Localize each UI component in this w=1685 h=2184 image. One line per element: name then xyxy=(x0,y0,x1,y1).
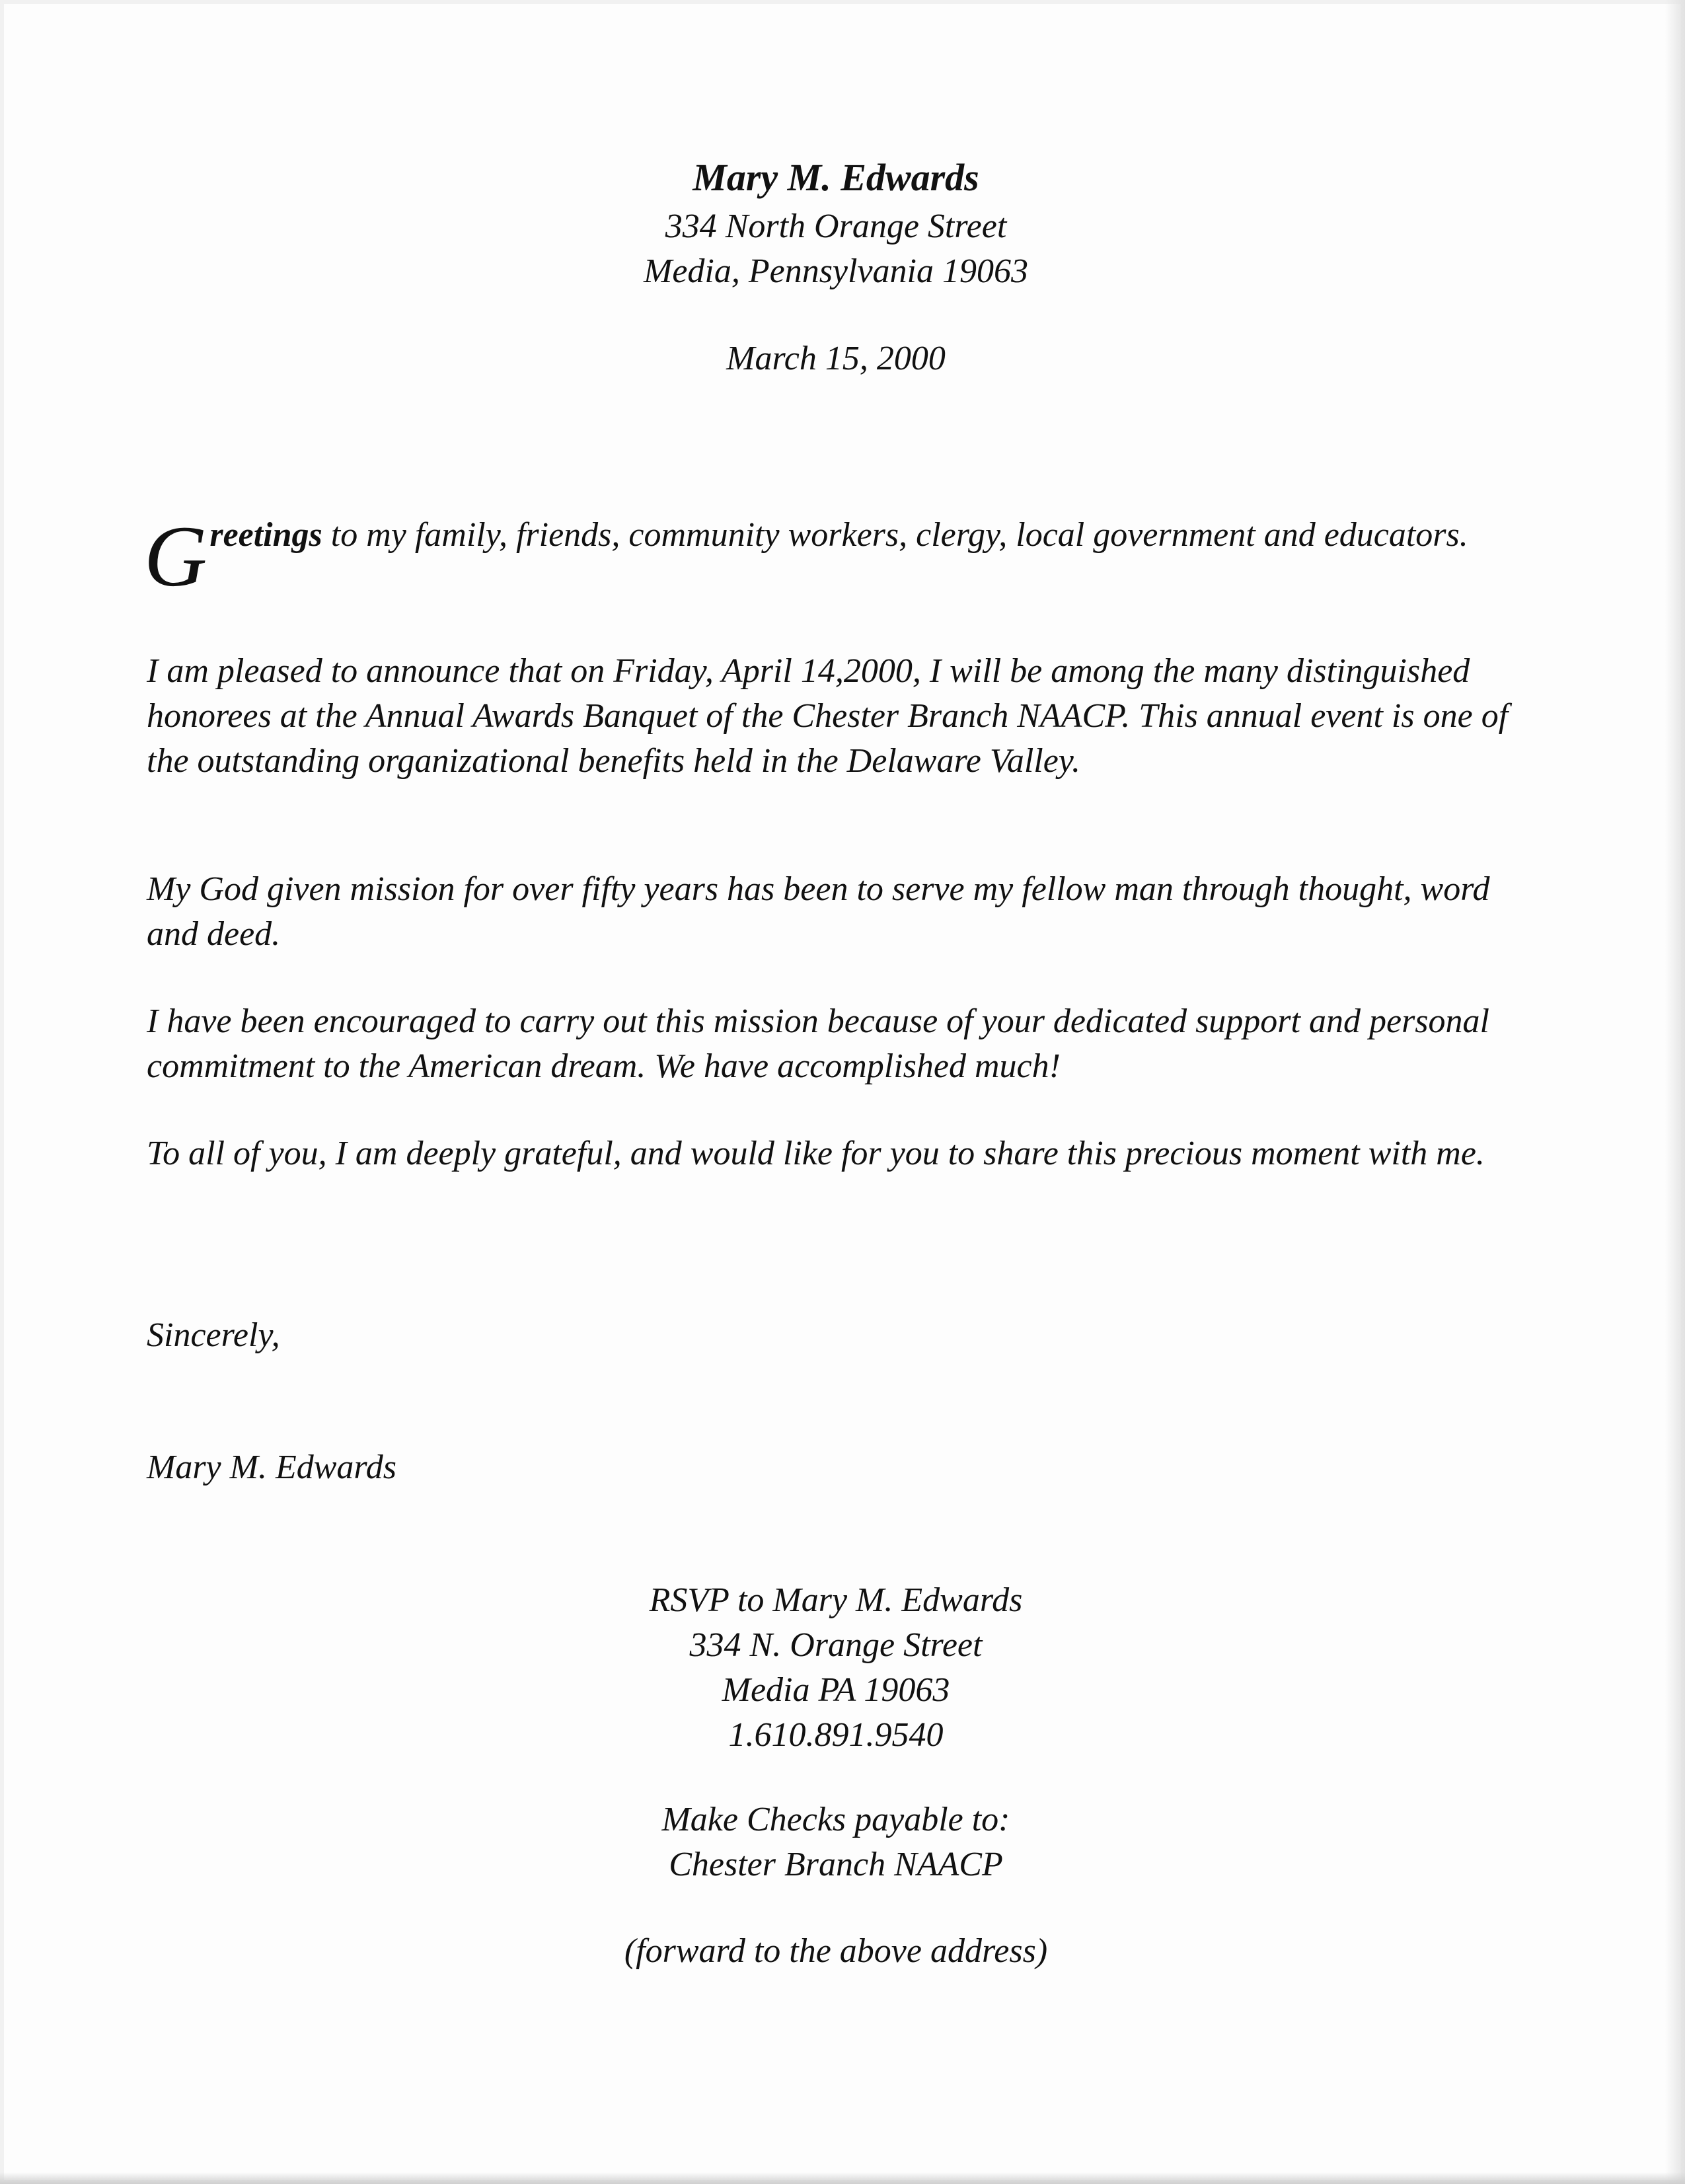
greeting-rest: to my family, friends, community workers, clergy, local government and educators. xyxy=(322,516,1468,554)
forward-note: (forward to the above address) xyxy=(624,1932,1048,1970)
rsvp-block xyxy=(0,1578,1672,1758)
rsvp-phone: 1.610.891.9540 xyxy=(728,1716,944,1754)
scan-edge-bottom xyxy=(0,2172,1685,2184)
greeting-dropcap: G xyxy=(144,508,207,605)
rsvp-name: RSVP to Mary M. Edwards xyxy=(649,1581,1023,1619)
closing-signature: Mary M. Edwards xyxy=(147,1449,396,1486)
closing-sincerely: Sincerely, xyxy=(147,1316,280,1354)
greeting-paragraph xyxy=(144,508,1532,605)
sender-street: 334 North Orange Street xyxy=(665,207,1007,245)
rsvp-city: Media PA 19063 xyxy=(722,1671,950,1709)
letter-date: March 15, 2000 xyxy=(726,340,946,377)
rsvp-street: 334 N. Orange Street xyxy=(689,1626,983,1664)
checks-block xyxy=(0,1797,1672,1887)
sender-city: Media, Pennsylvania 19063 xyxy=(644,252,1028,290)
announcement-paragraph: I am pleased to announce that on Friday, April 14,2000, I will be among the many distinguished honorees at the Annual Awards Banquet of the Chester Branch NAACP. This annual event is one of the outstanding organizational benefits held in the Delaware Valley. xyxy=(147,652,1509,780)
checks-payable-label: Make Checks payable to: xyxy=(661,1801,1010,1838)
sender-name: Mary M. Edwards xyxy=(693,156,979,199)
encouragement-paragraph: I have been encouraged to carry out this mission because of your dedicated support and personal commitment to the American dream. We have accomplished much! xyxy=(147,1002,1489,1085)
greeting-lead: reetings xyxy=(209,516,322,554)
checks-payee: Chester Branch NAACP xyxy=(669,1846,1003,1883)
gratitude-paragraph: To all of you, I am deeply grateful, and would like for you to share this precious moment with me. xyxy=(147,1135,1485,1172)
mission-paragraph: My God given mission for over fifty years has been to serve my fellow man through thought, word and deed. xyxy=(147,870,1490,953)
